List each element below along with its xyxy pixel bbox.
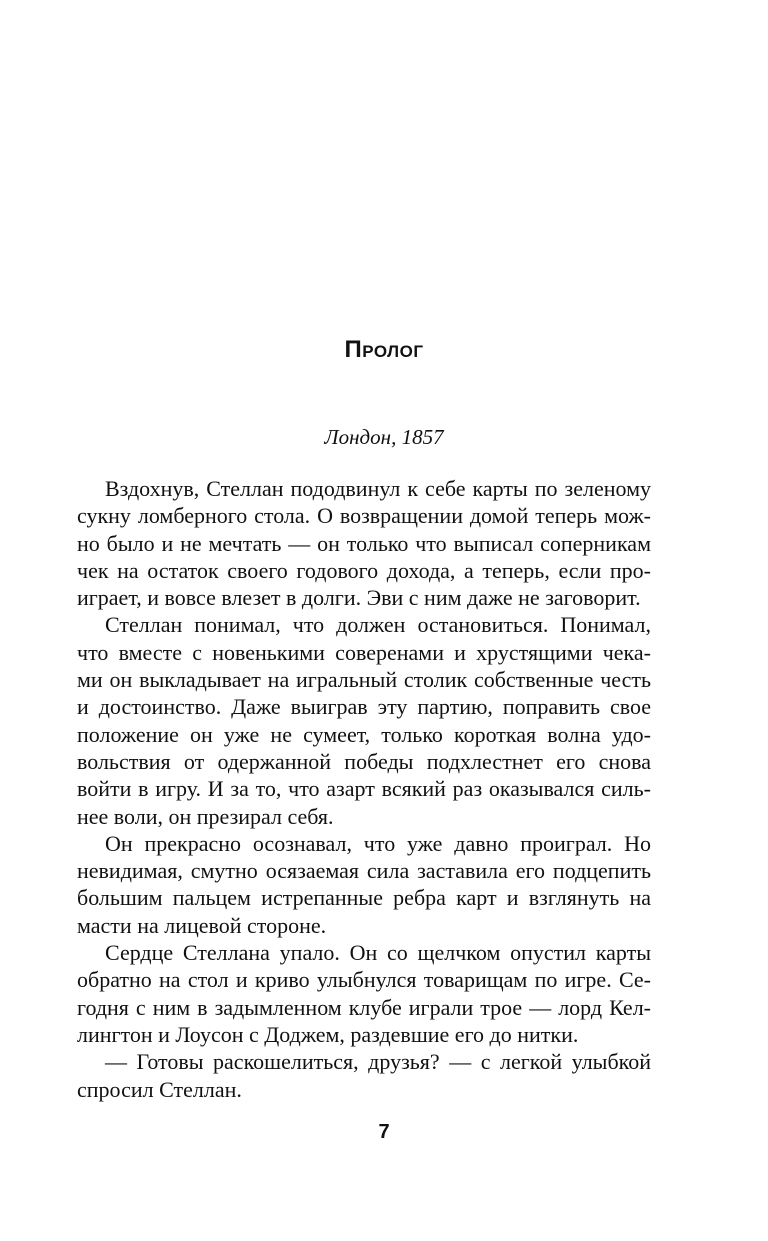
text-line: положение он уже не сумеет, только короткая волна удо- xyxy=(77,721,651,747)
text-line: лингтон и Лоусон с Доджем, раздевшие его до нитки. xyxy=(77,1021,579,1047)
text-line: годня с ним в задымленном клубе играли трое — лорд Кел- xyxy=(77,994,651,1020)
text-line: сукну ломберного стола. О возвращении домой теперь мож- xyxy=(77,503,651,529)
chapter-title: Пролог xyxy=(344,336,424,363)
body-text xyxy=(77,475,651,1103)
place-date: Лондон, 1857 xyxy=(324,425,444,449)
text-line: что вместе с новенькими соверенами и хрустящими чека- xyxy=(77,639,651,665)
page-number: 7 xyxy=(378,1121,390,1143)
text-line: вольствия от одержанной победы подхлестнет его снова xyxy=(77,748,651,774)
text-line: масти на лицевой стороне. xyxy=(77,912,327,938)
text-line: невидимая, смутно осязаемая сила заставила его подцепить xyxy=(77,858,651,884)
text-line: большим пальцем истрепанные ребра карт и взглянуть на xyxy=(77,885,651,911)
text-line: нее воли, он презирал себя. xyxy=(77,803,334,829)
text-line: спросил Стеллан. xyxy=(77,1076,242,1102)
text-line: Он прекрасно осознавал, что уже давно проиграл. Но xyxy=(105,830,651,856)
text-line: но было и не мечтать — он только что выписал соперникам xyxy=(77,530,651,556)
text-line: Сердце Стеллана упало. Он со щелчком опустил карты xyxy=(105,940,651,966)
text-line: обратно на стол и криво улыбнулся товарищам по игре. Се- xyxy=(77,967,651,993)
text-line: Вздохнув, Стеллан пододвинул к себе карты по зеленому xyxy=(105,476,651,501)
text-line: войти в игру. И за то, что азарт всякий раз оказывался силь- xyxy=(77,776,651,802)
text-line: играет, и вовсе влезет в долги. Эви с ним даже не заговорит. xyxy=(77,585,641,611)
text-line: ми он выкладывает на игральный столик собственные честь xyxy=(77,667,651,693)
text-line: чек на остаток своего годового дохода, а теперь, если про- xyxy=(77,557,651,583)
text-line: — Готовы раскошелиться, друзья? — с легкой улыбкой xyxy=(105,1049,651,1075)
text-line: Стеллан понимал, что должен остановиться. Понимал, xyxy=(105,612,651,638)
text-line: и достоинство. Даже выиграв эту партию, поправить свое xyxy=(77,694,651,720)
